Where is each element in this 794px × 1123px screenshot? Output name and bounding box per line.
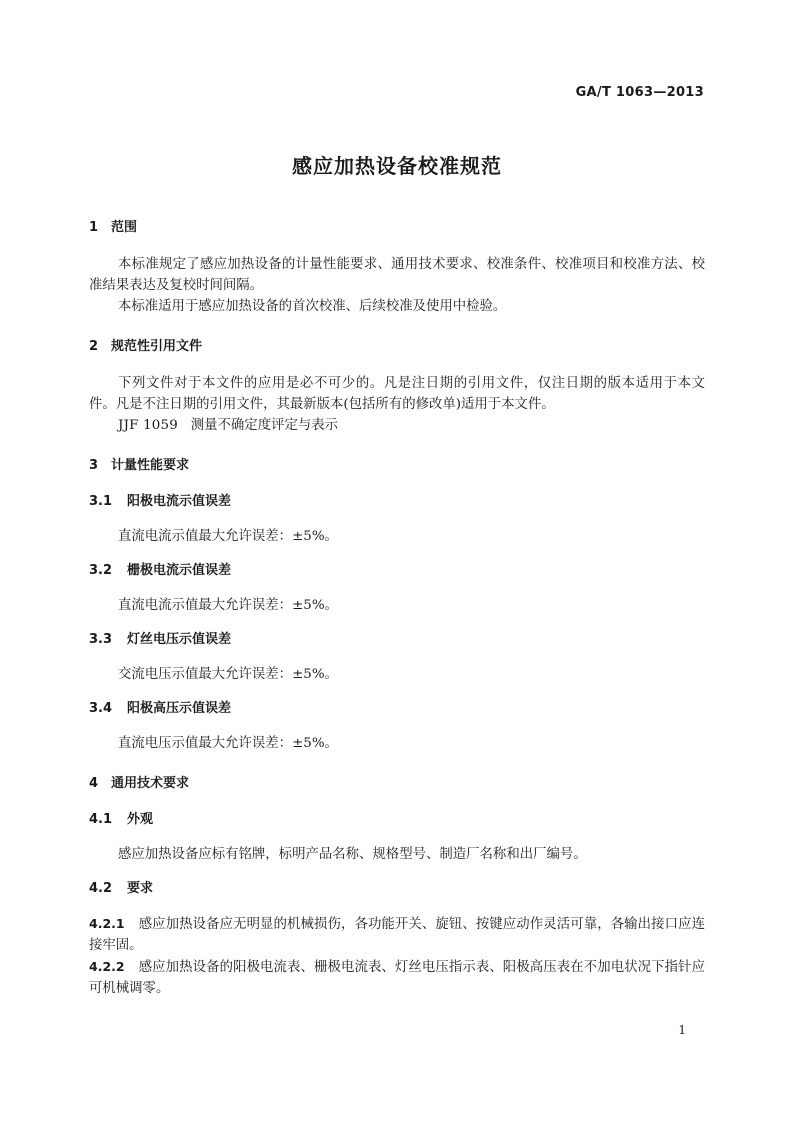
requirement-text: 交流电压示值最大允许误差：±5%。 [118, 667, 338, 682]
subsection-title: 外观 [127, 812, 154, 827]
section-title: 范围 [111, 220, 138, 235]
page-number: 1 [678, 1023, 686, 1037]
subsection-title: 要求 [127, 881, 154, 896]
subsection-title: 灯丝电压示值误差 [127, 632, 232, 647]
subsection-heading [89, 492, 705, 512]
section-number: 4 [89, 776, 99, 791]
reference-title: 测量不确定度评定与表示 [190, 418, 339, 433]
reference-entry [89, 415, 705, 436]
references-paragraph: 下列文件对于本文件的应用是必不可少的。凡是注日期的引用文件，仅注日期的版本适用于本文件。凡是不注日期的引用文件，其最新版本(包括所有的修改单)适用于本文件。 [89, 376, 705, 412]
subsection-number: 4.1 [89, 812, 113, 827]
clause-number: 4.2.2 [89, 959, 125, 974]
requirement-text: 直流电流示值最大允许误差：±5%。 [118, 598, 338, 613]
clause-text: 感应加热设备的阳极电流表、栅极电流表、灯丝电压指示表、阳极高压表在不加电状况下指针应可机械调零。 [89, 960, 705, 996]
subsection-number: 3.3 [89, 632, 113, 647]
requirement-text: 直流电压示值最大允许误差：±5%。 [118, 736, 338, 751]
appearance-text: 感应加热设备应标有铭牌，标明产品名称、规格型号、制造厂名称和出厂编号。 [118, 847, 587, 862]
section-heading-metrological-requirements [89, 456, 705, 476]
standard-code: GA/T 1063—2013 [575, 85, 704, 100]
section-title: 规范性引用文件 [111, 339, 203, 354]
subsection-heading [89, 699, 705, 719]
section-heading-normative-references [89, 337, 705, 357]
subsection-heading [89, 810, 705, 830]
subsection-title: 栅极电流示值误差 [127, 563, 232, 578]
subsection-heading [89, 879, 705, 899]
section-title: 计量性能要求 [111, 458, 190, 473]
requirement-text: 直流电流示值最大允许误差：±5%。 [118, 529, 338, 544]
reference-code: JJF 1059 [118, 418, 178, 433]
subsection-heading [89, 561, 705, 581]
section-title: 通用技术要求 [111, 776, 190, 791]
section-heading-general-technical-requirements [89, 774, 705, 794]
clause-text: 感应加热设备应无明显的机械损伤，各功能开关、旋钮、按键应动作灵活可靠，各输出接口应连接牢固。 [89, 917, 705, 953]
document-body [89, 218, 705, 999]
subsection-title: 阳极电流示值误差 [127, 494, 232, 509]
subsection-number: 3.1 [89, 494, 113, 509]
clause [89, 956, 705, 999]
clause [89, 913, 705, 956]
section-number: 3 [89, 458, 99, 473]
section-heading-scope [89, 218, 705, 238]
subsection-number: 3.2 [89, 563, 113, 578]
scope-paragraph-2: 本标准适用于感应加热设备的首次校准、后续校准及使用中检验。 [118, 299, 507, 314]
document-title: 感应加热设备校准规范 [292, 154, 502, 178]
subsection-title: 阳极高压示值误差 [127, 701, 232, 716]
section-number: 2 [89, 339, 99, 354]
scope-paragraph-1: 本标准规定了感应加热设备的计量性能要求、通用技术要求、校准条件、校准项目和校准方法、校准结果表达及复校时间间隔。 [89, 257, 705, 293]
clause-number: 4.2.1 [89, 916, 125, 931]
section-number: 1 [89, 220, 99, 235]
subsection-number: 3.4 [89, 701, 113, 716]
subsection-number: 4.2 [89, 881, 113, 896]
subsection-heading [89, 630, 705, 650]
